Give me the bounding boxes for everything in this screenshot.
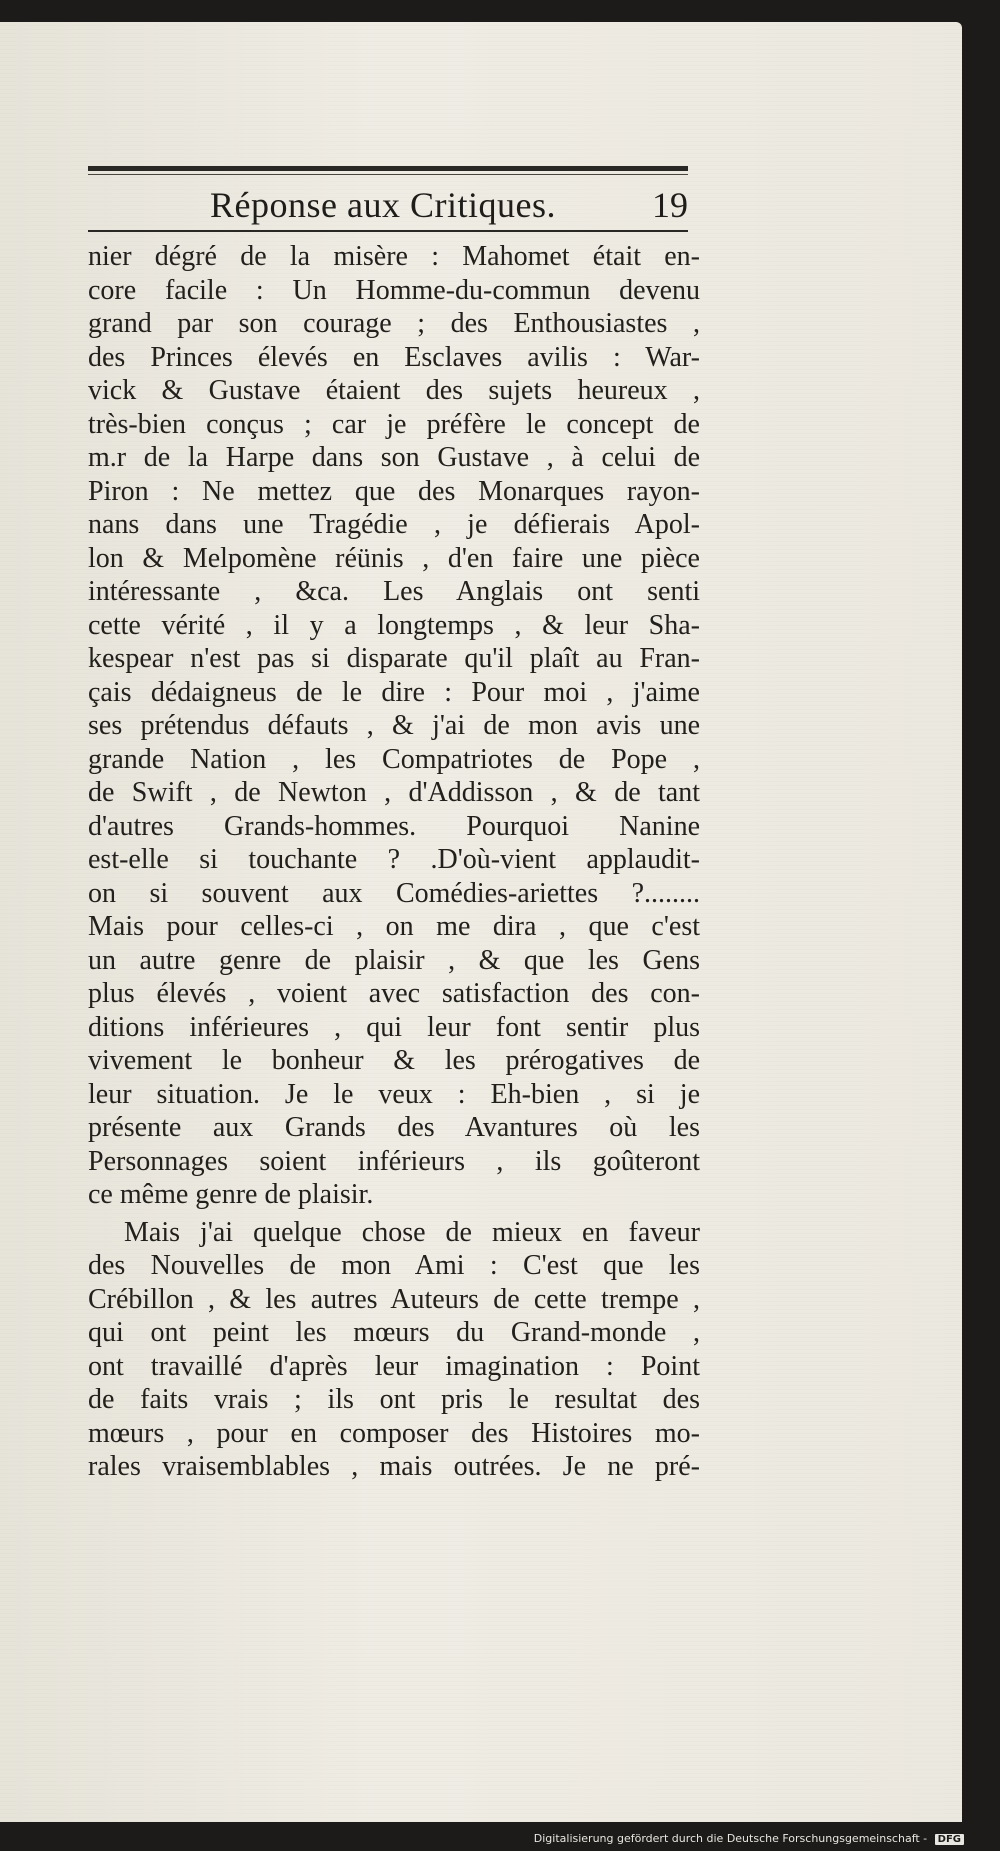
text-line: kespear n'est pas si disparate qu'il plaît au Fran- <box>88 643 700 674</box>
text-line: vivement le bonheur & les prérogatives de <box>88 1045 700 1076</box>
book-page <box>0 22 962 1822</box>
page-number: 19 <box>652 185 688 225</box>
text-line: core facile : Un Homme-du-commun devenu <box>88 274 700 306</box>
text-line: de Swift , de Newton , d'Addisson , & de tant <box>88 777 700 808</box>
text-line: nans dans une Tragédie , je défierais Apol- <box>88 509 700 540</box>
text-line: est-elle si touchante ? .D'où-vient applaudit- <box>88 844 700 875</box>
text-line: mœurs , pour en composer des Histoires mo- <box>88 1417 700 1449</box>
text-line: qui ont peint les mœurs du Grand-monde , <box>88 1317 700 1348</box>
text-line: intéressante , &ca. Les Anglais ont senti <box>88 576 700 607</box>
text-line: de faits vrais ; ils ont pris le resultat des <box>88 1384 700 1415</box>
page-header <box>88 146 688 234</box>
header-rule-thick <box>88 166 688 171</box>
text-line: cette vérité , il y a longtemps , & leur Sha- <box>88 609 700 641</box>
digitization-credit <box>534 1832 964 1845</box>
text-line: grande Nation , les Compatriotes de Pope , <box>88 743 700 775</box>
text-line: leur situation. Je le veux : Eh-bien , si je <box>88 1078 700 1110</box>
text-line: nier dégré de la misère : Mahomet était en- <box>88 241 700 272</box>
text-line: d'autres Grands-hommes. Pourquoi Nanine <box>88 810 700 842</box>
text-line: très-bien conçus ; car je préfère le concept de <box>88 408 700 440</box>
text-line: présente aux Grands des Avantures où les <box>88 1112 700 1143</box>
text-line: m.r de la Harpe dans son Gustave , à celui de <box>88 442 700 473</box>
text-line: grand par son courage ; des Enthousiastes , <box>88 308 700 339</box>
text-line: rales vraisemblables , mais outrées. Je ne pré- <box>88 1451 700 1482</box>
text-line: Crébillon , & les autres Auteurs de cette trempe , <box>88 1283 700 1315</box>
text-line: ses prétendus défauts , & j'ai de mon avis une <box>88 710 700 741</box>
header-rule-thin <box>88 174 688 175</box>
text-line: Piron : Ne mettez que des Monarques rayon- <box>88 475 700 507</box>
credit-text: Digitalisierung gefördert durch die Deutsche Forschungsgemeinschaft - <box>533 1832 928 1845</box>
text-line: des Nouvelles de mon Ami : C'est que les <box>88 1250 700 1281</box>
text-line: ont travaillé d'après leur imagination : Point <box>88 1350 700 1382</box>
text-line: çais dédaigneus de le dire : Pour moi , j'aime <box>88 676 700 708</box>
text-line: des Princes élevés en Esclaves avilis : War- <box>88 341 700 373</box>
dfg-logo: DFG <box>935 1834 964 1845</box>
text-line: lon & Melpomène réünis , d'en faire une pièce <box>88 542 700 574</box>
text-line: un autre genre de plaisir , & que les Gens <box>88 944 700 976</box>
text-line: Personnages soient inférieurs , ils goûteront <box>88 1145 700 1177</box>
text-line: ditions inférieures , qui leur font sentir plus <box>88 1011 700 1043</box>
text-line: ce même genre de plaisir. <box>88 1179 374 1210</box>
running-title: Réponse aux Critiques. <box>210 185 556 225</box>
text-line: Mais pour celles-ci , on me dira , que c'est <box>88 911 700 942</box>
header-rule-bottom <box>88 230 688 232</box>
body-text <box>88 240 700 1484</box>
text-line: on si souvent aux Comédies-ariettes ?........ <box>88 877 700 909</box>
text-line: vick & Gustave étaient des sujets heureux , <box>88 375 700 406</box>
text-line: Mais j'ai quelque chose de mieux en faveur <box>124 1216 700 1248</box>
text-line: plus élevés , voient avec satisfaction des con- <box>88 978 700 1009</box>
